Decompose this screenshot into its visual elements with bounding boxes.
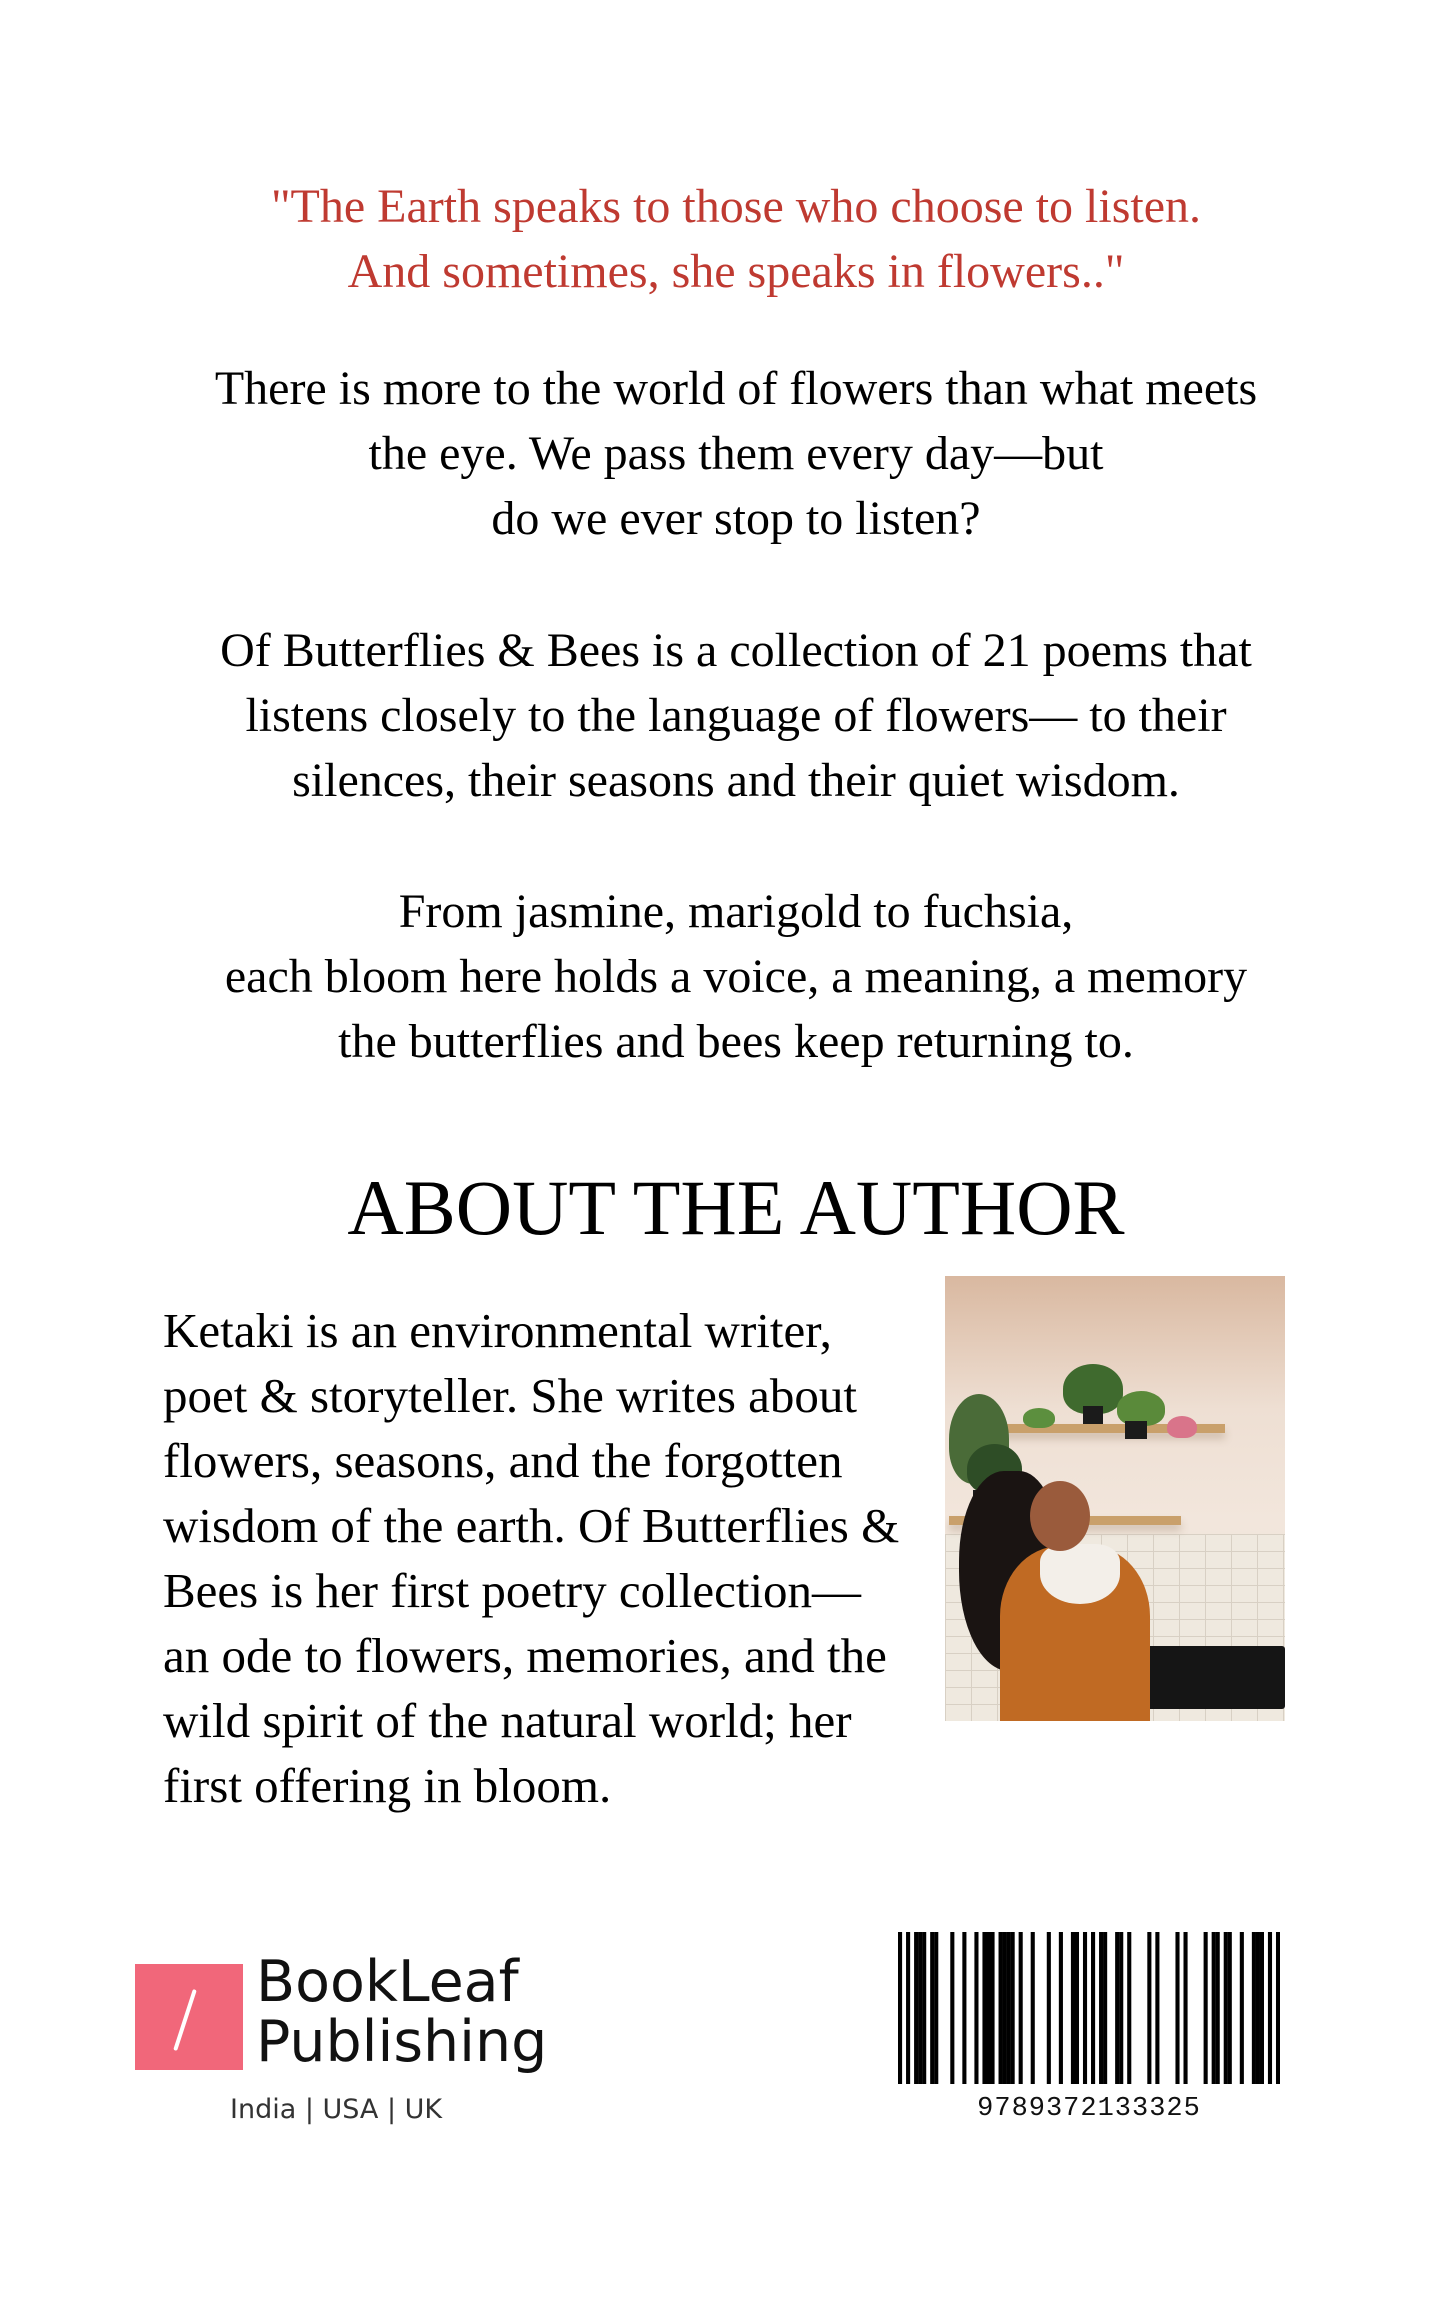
blurb-line: silences, their seasons and their quiet wisdom. (292, 754, 1180, 807)
epigraph-quote (86, 174, 1386, 304)
publisher-name-line2: Publishing (256, 2009, 548, 2075)
author-photo (945, 1276, 1285, 1721)
publisher-regions: India | USA | UK (230, 2094, 443, 2125)
photo-face (1030, 1481, 1090, 1551)
quote-line: "The Earth speaks to those who choose to listen. (270, 180, 1202, 233)
photo-plant (1023, 1408, 1055, 1428)
photo-stove (1145, 1646, 1285, 1709)
bio-line: wisdom of the earth. Of Butterflies & (163, 1498, 900, 1553)
about-author-heading: ABOUT THE AUTHOR (347, 1164, 1125, 1251)
blurb-line: the butterflies and bees keep returning to. (338, 1015, 1134, 1068)
blurb-line: listens closely to the language of flowers— to their (245, 689, 1227, 742)
publisher-logo-mark (135, 1964, 243, 2070)
blurb-line: There is more to the world of flowers than what meets (214, 362, 1258, 415)
photo-shirt (1040, 1544, 1120, 1604)
barcode-icon (898, 1932, 1280, 2084)
photo-pot (1125, 1421, 1147, 1439)
isbn-number: 9789372133325 (977, 2094, 1201, 2124)
author-bio (163, 1298, 923, 1818)
blurb-paragraph-3 (86, 879, 1386, 1074)
blurb-line: each bloom here holds a voice, a meaning, a memory (224, 950, 1248, 1003)
bio-line: Ketaki is an environmental writer, (163, 1303, 832, 1358)
blurb-line: the eye. We pass them every day—but (368, 427, 1104, 480)
bio-line: first offering in bloom. (163, 1758, 612, 1813)
publisher-name-line1: BookLeaf (256, 1949, 519, 2015)
blurb-line: do we ever stop to listen? (491, 492, 981, 545)
bio-line: Bees is her first poetry collection— (163, 1563, 862, 1618)
photo-pot (1083, 1406, 1103, 1424)
bio-line: flowers, seasons, and the forgotten (163, 1433, 843, 1488)
bio-line: poet & storyteller. She writes about (163, 1368, 858, 1423)
blurb-paragraph-1 (86, 356, 1386, 551)
isbn-barcode (898, 1932, 1280, 2084)
publisher-logo-wordmark (256, 1949, 548, 2075)
bio-line: an ode to flowers, memories, and the (163, 1628, 887, 1683)
blurb-line: Of Butterflies & Bees is a collection of 21 poems that (220, 624, 1252, 677)
slash-icon (173, 1989, 197, 2051)
blurb-line: From jasmine, marigold to fuchsia, (398, 885, 1074, 938)
blurb-paragraph-2 (86, 618, 1386, 813)
photo-flower-vase (1167, 1416, 1197, 1438)
bio-line: wild spirit of the natural world; her (163, 1693, 852, 1748)
quote-line: And sometimes, she speaks in flowers.." (347, 245, 1125, 298)
